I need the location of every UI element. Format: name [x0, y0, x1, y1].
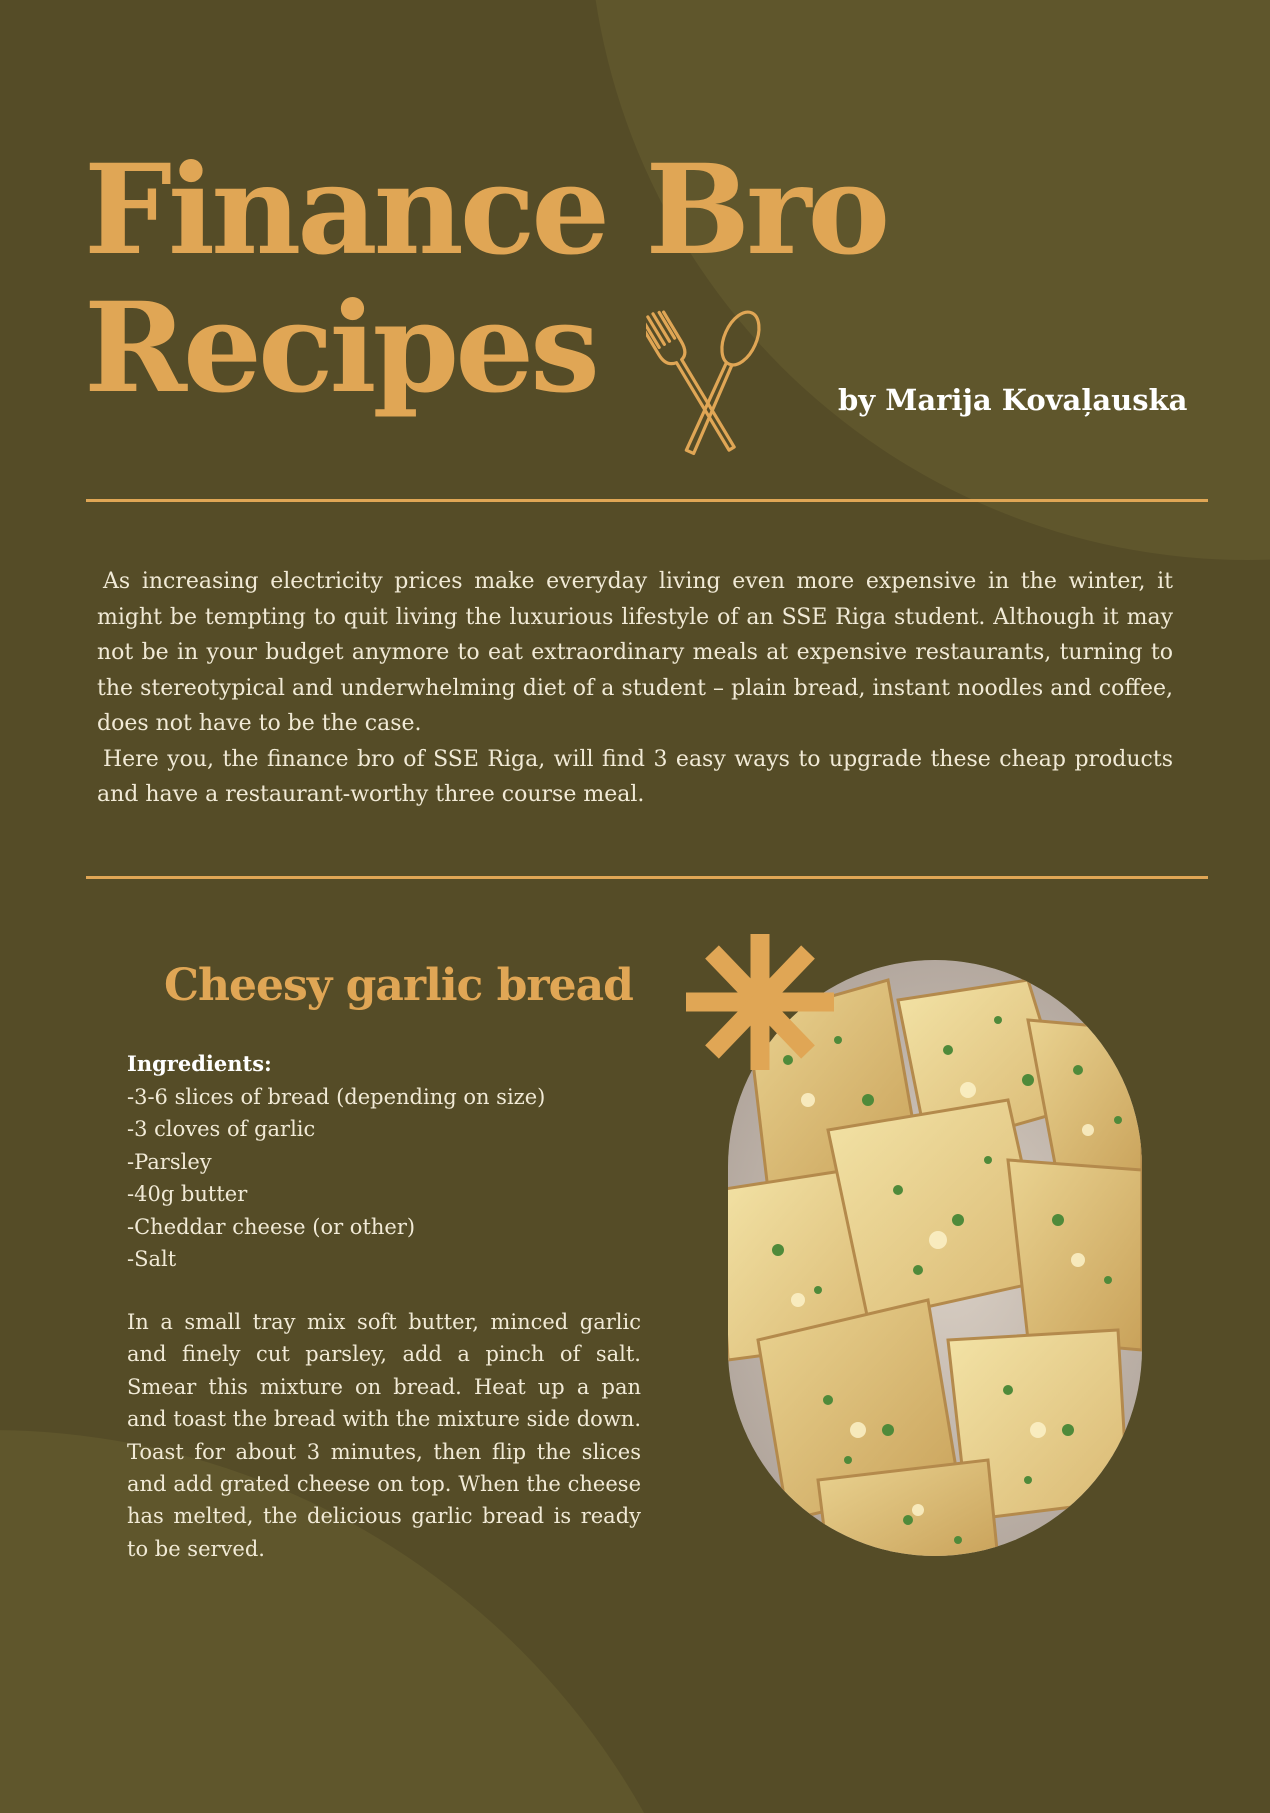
ingredients-list: [127, 1081, 647, 1276]
title-line-2: Recipes: [84, 276, 596, 421]
fork-and-spoon-icon: [646, 304, 772, 464]
ingredients-section: [127, 1048, 647, 1276]
ingredient-item: -3 cloves of garlic: [127, 1117, 316, 1141]
ingredient-item: -Parsley: [127, 1149, 212, 1174]
intro-paragraph-2: Here you, the finance bro of SSE Riga, will find 3 easy ways to upgrade these cheap products and have a restaurant-worthy three course meal.: [97, 746, 1173, 807]
divider-bottom: [86, 876, 1208, 879]
asterisk-icon: [686, 932, 834, 1072]
divider-top: [86, 499, 1208, 502]
author-byline: by Marija Kovaļauska: [838, 383, 1188, 417]
intro-paragraph-1: As increasing electricity prices make everyday living even more expensive in the winter, it might be tempting to quit living the luxurious lifestyle of an SSE Riga student. Although it may not be in your budget anymore to eat extraordinary meals at expensive restaurants, turning to the stereotypical and underwhelming diet of a student – plain bread, instant noodles and coffee, does not have to be the case.: [97, 569, 1173, 736]
ingredients-heading: Ingredients:: [127, 1051, 272, 1076]
ingredient-item: -Salt: [127, 1247, 177, 1271]
recipe-method: In a small tray mix soft butter, minced garlic and finely cut parsley, add a pinch of salt. Smear this mixture on bread. Heat up a pan and toast the bread with the mixture side down. Toast for about 3 minutes, then flip the slices and add grated cheese on top. When the cheese has melted, the delicious garlic bread is ready to be served.: [127, 1310, 641, 1561]
recipe-title: Cheesy garlic bread: [164, 960, 633, 1011]
title-line-1: Finance Bro: [84, 138, 887, 283]
ingredient-item: -40g butter: [127, 1182, 248, 1206]
ingredient-item: -3-6 slices of bread (depending on size): [127, 1084, 546, 1109]
ingredient-item: -Cheddar cheese (or other): [127, 1214, 416, 1239]
intro-text: [97, 564, 1173, 813]
